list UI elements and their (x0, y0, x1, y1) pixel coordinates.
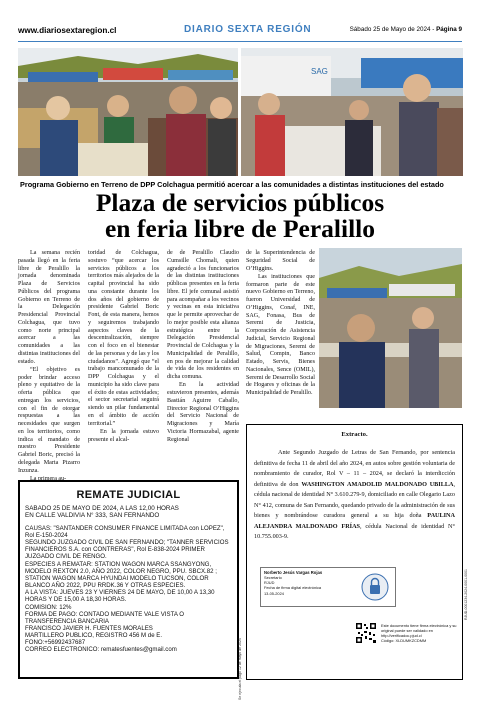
signature-date: 13-05-2024 (264, 590, 284, 596)
verification-note: Este documento tiene firma electrónica y su original puede ser validado en http://verificadoc.pjud.cl (381, 623, 457, 638)
extracto-body: Ante Segundo Juzgado de Letras de San Fernando, por sentencia definitiva de fecha 11 de abril del año 2024, en autos sobre gestión voluntaria de nombramiento de curador, Rol V – 11 – 2024, se declaró la interdicción definitiva de don WASHINGTON AMADOLID MALDONADO UBILLA, cédula nacional de identidad N° 3.610.279-9, domiciliado en calle Olegario Lazo N° 412, comuna de San Fernando, quedando privado de la administración de sus bienes y nombrándose curadora general a su hija doña PAULINA ALEJANDRA MALDONADO FRÍAS, cédula Nacional de identidad N° 10.755.003-9. (254, 449, 455, 540)
remate-line: MARTILLERO PUBLICO, REGISTRO 456 M de E. (25, 632, 163, 640)
side-note-left: Se ejecuta el pago 12 de mayo de 2024 (238, 638, 242, 700)
article-column-4 (246, 250, 315, 398)
paragraph: La semana recién pasada llegó en la feria libre de Peralillo la jornada denominada Plaza de Servicios Públicos del programa Gobierno en Terreno de la Delegación Presidencial Provincial Colchagua, que tuvo como norte principal acercar a las comunidades a las distintas instituciones del estado. (18, 250, 80, 365)
paragraph: En la jornada estuvo presente el alcal- (88, 428, 159, 443)
remate-body (25, 525, 232, 654)
headline-line-2: en feria libre de Peralillo (104, 214, 376, 243)
signature-note: Fecha de firma digital electrónica (264, 585, 322, 591)
header-rule (18, 41, 462, 42)
signer-name: Norberto Jesús Vargas Rojas (264, 570, 323, 575)
article-column-2 (88, 250, 159, 445)
paragraph: toridad de Colchagua, sostuvo “que acercar los servicios públicos a los territorios más alejados de la capital provincial ha sido una constante durante los dos años del gobierno de presidente Gabriel Boric Font, de esta manera, hemos y seguiremos trabajando aspectos claves de la descentralización, siempre con el foco en el bienestar de las personas y de las y los ciudadanos”. Agregó que “el trabajo mancomunado de la DPP Colchagua y el municipio ha sido clave para el éxito de estas actividades; el sector secretarial seguirá siendo un pilar fundamental en el ámbito de acción territorial.” (88, 250, 159, 427)
interdicted-name: WASHINGTON AMADOLID MALDONADO UBILLA (301, 480, 454, 488)
verification-row (355, 622, 460, 646)
schedule-line: SABADO 25 DE MAYO DE 2024, A LAS 12,00 HORAS (25, 505, 179, 512)
newspaper-name: DIARIO SEXTA REGIÓN (184, 24, 312, 35)
remate-line: CAUSAS: "SANTANDER CONSUMER FINANCE LIMITADA con LOPEZ", Rol E-150-2024 (25, 524, 225, 539)
signer-role: Secretario (264, 575, 282, 580)
remate-line: FORMA DE PAGO: CONTADO MEDIANTE VALE VISTA O TRANSFERENCIA BANCARIA (25, 610, 185, 625)
extracto-title: Extracto. (341, 431, 368, 438)
paragraph: La primera au- (30, 475, 67, 482)
curator-name: PAULINA ALEJANDRA MALDONADO FRÍAS (254, 512, 455, 530)
headline-line-1: Plaza de servicios públicos (95, 188, 385, 217)
paragraph: En la actividad estuvieron presentes, además Bastián Aguirre Caballo, Director Regional O’Higgins del Servicio Nacional de Migraciones y María Victoria Hormazabal, agente Regional (167, 382, 239, 443)
site-url[interactable]: www.diariosextaregion.cl (18, 26, 117, 35)
remate-phone: FONO:+56992437687 (25, 639, 86, 647)
side-note-right: RJUD-0001234-2024-0001-0001 (464, 569, 468, 620)
feria-photo-left (18, 48, 238, 176)
svg-text:SAG: SAG (311, 67, 328, 76)
court-seal-icon (359, 572, 391, 602)
photo-caption: Programa Gobierno en Terreno de DPP Colchagua permitió acercar a las comunidades a distintas instituciones del estado (20, 180, 444, 189)
remate-schedule (25, 505, 232, 520)
article-column-3 (167, 250, 239, 445)
remate-line: ESPECIES A REMATAR: STATION WAGON MARCA SSANGYONG, MODELO REXTON 2.0, AÑO 2022, COLOR NEGRO, PPU. SBCX.82 ; STATION WAGON MARCA HYUNDAI MODELO TUCSON, COLOR BLANCO AÑO 2022, PPU RRDK.36 Y OTRAS ESPECIES. (25, 560, 217, 590)
remate-line: FRANCISCO JAVIER H. FUENTES MORALES (25, 625, 153, 632)
page-header (18, 26, 462, 40)
remate-line: A LA VISTA: JUEVES 23 Y VIERNES 24 DE MAYO, DE 10,00 A 13,30 HORAS Y DE 15,00 A 18,30 HORAS. (25, 589, 215, 604)
paragraph: Las instituciones que formaron parte de este nuevo Gobierno en Terreno, fueron Universidad de O’Higgins, Conaf, INE, SAG, Fonasa, Bus de Seremi de Justicia, Corporación de Asistencia Judicial, Servicio Regional de Migraciones, Seremi de Salud, Compin, Banco Estado, Servis, Bienes Nacionales, Sence (OMIL), Seremi de Desarrollo Social de Hogares y oficinas de la Municipalidad de Peralillo. (246, 273, 315, 396)
remate-email[interactable]: CORREO ELECTRONICO: rematesfuentes@gmail.com (25, 646, 177, 654)
feria-photo-inset (319, 248, 462, 408)
paragraph: de de Peralillo Claudio Cumsille Chomali, quien agradeció a los funcionarios de las distintas instituciones públicas presentes en la feria libre. El jefe comunal asistió para acompañar a los vecinos y vecinas en esta iniciativa que le permite aprovechar de lo mejor posible esta alianza estratégica entre la Delegación Presidencial Provincial de Colchagua y la Municipalidad de Peralillo, en pos de mejorar la calidad de vida de los residentes en dicha comuna. (167, 250, 239, 380)
issue-date: Sábado 25 de Mayo de 2024 - Página 9 (349, 26, 462, 33)
article-column-1 (18, 250, 80, 484)
verification-code: Código: XLDUMKZCDMM (381, 638, 427, 643)
feria-photo-right (241, 48, 463, 176)
signer-court: RJUD (264, 580, 275, 586)
paragraph: de la Superintendencia de Seguridad Social de O’Higgins. (246, 250, 315, 272)
qr-code-icon[interactable] (355, 622, 377, 644)
remate-line: SEGUNDO JUZGADO CIVIL DE SAN FERNANDO; "TANNER SERVICIOS FINANCIEROS S.A. con CONTRERAS", Rol E-838-2024 PRIMER JUZGADO CIVIL DE RENGO. (25, 539, 229, 561)
remate-title: REMATE JUDICIAL (76, 489, 181, 501)
schedule-line: EN CALLE VALDIVIA N° 333, SAN FERNANDO (25, 512, 160, 520)
article-headline (18, 190, 462, 242)
remate-judicial-notice (18, 480, 239, 679)
digital-signature-block (260, 567, 396, 607)
remate-line: COMISION: 12% (25, 603, 72, 611)
page-number: Página 9 (436, 26, 462, 33)
verification-text (381, 623, 461, 643)
paragraph: “El objetivo es poder brindar acceso pleno y equitativo de la oferta pública que entregan los servicios, con el fin de otorgar respuestas a las necesidades que surgen en los territorios, como indica el mandato de nuestro Presidente Gabriel Boric, precisó la delegada Marta Pizarro Inzunza. (18, 366, 80, 474)
